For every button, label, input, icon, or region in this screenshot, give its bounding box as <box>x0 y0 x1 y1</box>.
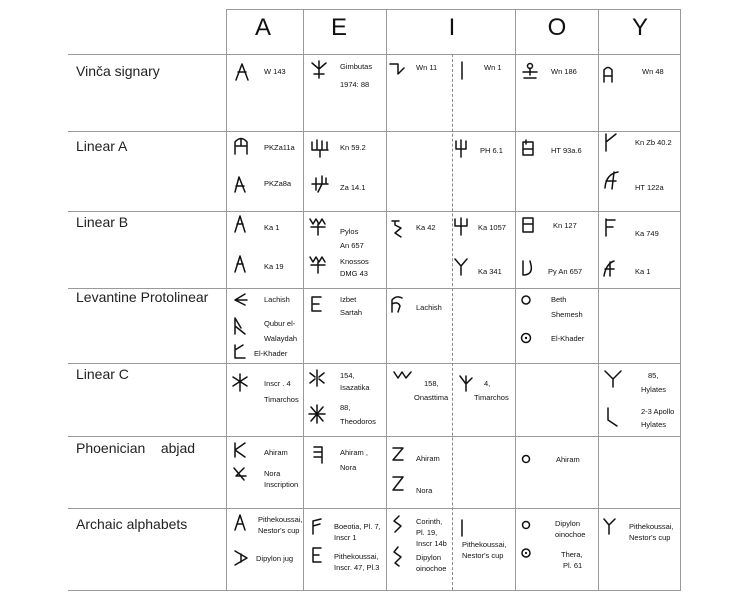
ref-label: Inscr . 4 <box>264 379 291 388</box>
glyph-archaic-i3 <box>454 518 474 538</box>
ref-label: 4, <box>484 379 491 388</box>
ref-label: Ka 42 <box>416 223 436 232</box>
ref-label: HT 93a.6 <box>551 146 582 155</box>
ref-label: Py An 657 <box>548 267 583 276</box>
glyph-archaic-o2 <box>518 543 538 563</box>
glyph-linearc-y1 <box>603 368 623 388</box>
glyph-linearc-e1 <box>307 368 327 388</box>
glyph-phoenician-o <box>518 450 538 470</box>
glyph-lineara-i <box>452 138 472 158</box>
ref-label: Wn 11 <box>416 63 438 72</box>
ref-label: Walaydah <box>264 334 298 343</box>
row-label-archaic: Archaic alphabets <box>76 516 188 532</box>
ref-label: Nora <box>416 486 433 495</box>
glyph-vinca-o <box>520 62 540 82</box>
glyph-linearb-a1 <box>231 214 251 234</box>
vowel-header-o: O <box>547 14 567 41</box>
ref-label: Wn 186 <box>551 67 577 76</box>
ref-label: Sartah <box>340 308 363 317</box>
ref-label: Wn 48 <box>642 67 664 76</box>
ref-label: Ka 749 <box>635 229 659 238</box>
ref-label: Nestor's cup <box>629 533 671 542</box>
ref-label: Pl. 19, <box>416 528 438 537</box>
grid-line <box>68 508 681 509</box>
vowel-header-a: A <box>254 14 271 41</box>
ref-label: PH 6.1 <box>480 146 503 155</box>
ref-label: Dipylon <box>555 519 581 528</box>
ref-label: Inscr 1 <box>334 533 357 542</box>
grid-line <box>303 9 304 591</box>
ref-label: Boeotia, Pl. 7, <box>334 522 381 531</box>
ref-label: Pithekoussai, <box>334 552 379 561</box>
glyph-linearb-o2 <box>518 258 538 278</box>
grid-line <box>68 590 681 591</box>
glyph-levantine-a3 <box>231 342 251 362</box>
vowel-header-y: Y <box>631 14 648 41</box>
glyph-archaic-a2 <box>231 548 251 568</box>
ref-label: PKZa8a <box>264 179 292 188</box>
ref-label: Onasttima <box>414 393 449 402</box>
glyph-levantine-i <box>388 294 408 314</box>
ref-label: Ahiram <box>264 448 288 457</box>
ref-label: An 657 <box>340 241 364 250</box>
ref-label: Knossos <box>340 257 369 266</box>
glyph-lineara-e2 <box>310 174 330 194</box>
row-label-linear-a: Linear A <box>76 138 128 154</box>
glyph-archaic-i1 <box>389 514 409 534</box>
glyph-phoenician-e <box>308 444 328 464</box>
glyph-levantine-o1 <box>518 290 538 310</box>
ref-label: Ka 1 <box>264 223 280 232</box>
ref-label: oinochoe <box>555 530 586 539</box>
glyph-linearb-y1 <box>600 217 620 237</box>
ref-label: oinochoe <box>416 564 447 573</box>
ref-label: 158, <box>424 379 439 388</box>
ref-label: Thera, <box>561 550 583 559</box>
glyph-linearc-a <box>230 372 250 392</box>
ref-label: Dipylon jug <box>256 554 294 563</box>
ref-label: Gimbutas <box>340 62 373 71</box>
ref-label: 154, <box>340 371 355 380</box>
glyph-phoenician-a2 <box>230 464 250 484</box>
grid-line <box>386 9 387 591</box>
ref-label: Pl. 61 <box>563 561 583 570</box>
row-label-linear-c: Linear C <box>76 366 129 382</box>
glyph-linearb-e2 <box>308 254 328 274</box>
glyph-levantine-o2 <box>518 328 538 348</box>
glyph-linearc-i1 <box>393 366 413 386</box>
glyph-linearc-i2 <box>456 372 476 392</box>
ref-label: Kn Zb 40.2 <box>635 138 672 147</box>
ref-label: Za 14.1 <box>340 183 366 192</box>
glyph-phoenician-i1 <box>389 444 409 464</box>
ref-label: 2-3 Apollo <box>641 407 675 416</box>
glyph-linearb-i3 <box>452 256 472 276</box>
ref-label: Lachish <box>416 303 442 312</box>
row-label-levantine: Levantine Protolinear <box>76 289 209 305</box>
glyph-lineara-y2 <box>602 170 622 190</box>
glyph-lineara-y1 <box>602 132 622 152</box>
vowel-header-e: E <box>330 14 347 41</box>
ref-label: Dipylon <box>416 553 442 562</box>
ref-label: Nora <box>264 469 281 478</box>
glyph-linearb-i2 <box>452 216 472 236</box>
glyph-linearb-i1 <box>389 218 409 238</box>
ref-label: W 143 <box>264 67 286 76</box>
glyph-archaic-a1 <box>231 512 251 532</box>
ref-label: Ahiram , <box>340 448 368 457</box>
ref-label: Inscr 14b <box>416 539 447 548</box>
ref-label: Theodoros <box>340 417 376 426</box>
glyph-phoenician-i2 <box>389 474 409 494</box>
grid-line <box>68 211 681 212</box>
glyph-lineara-e1 <box>310 138 330 158</box>
grid-line <box>68 131 681 132</box>
ref-label: Corinth, <box>416 517 443 526</box>
glyph-linearb-o1 <box>518 215 538 235</box>
glyph-vinca-y <box>600 64 620 84</box>
ref-label: Beth <box>551 295 567 304</box>
grid-line <box>68 54 681 55</box>
ref-label: Isazatika <box>340 383 370 392</box>
glyph-archaic-y <box>600 516 620 536</box>
ref-label: Ka 1057 <box>478 223 506 232</box>
glyph-lineara-a2 <box>231 174 251 194</box>
ref-label: Inscr. 47, Pl.3 <box>334 563 380 572</box>
glyph-lineara-o <box>518 138 538 158</box>
glyph-archaic-i2 <box>389 546 409 566</box>
glyph-linearc-y2 <box>603 406 623 426</box>
glyph-levantine-e <box>307 294 327 314</box>
glyph-linearc-e2 <box>307 404 327 424</box>
grid-line <box>226 9 227 591</box>
glyph-linearb-a2 <box>231 254 251 274</box>
ref-label: Pylos <box>340 227 359 236</box>
ref-label: Hylates <box>641 420 667 429</box>
grid-line <box>515 9 516 591</box>
ref-label: El-Khader <box>551 334 585 343</box>
ref-label: Ka 19 <box>264 262 284 271</box>
glyph-levantine-a1 <box>231 290 251 310</box>
ref-label: Hylates <box>641 385 667 394</box>
grid-line <box>68 363 681 364</box>
glyph-vinca-i1 <box>388 60 408 80</box>
ref-label: Pithekoussai, <box>629 522 674 531</box>
grid-line <box>226 9 681 10</box>
ref-label: Ahiram <box>556 455 580 464</box>
glyph-levantine-a2 <box>231 316 251 336</box>
row-label-linear-b: Linear B <box>76 214 129 230</box>
grid-line <box>598 9 599 591</box>
glyph-phoenician-a1 <box>230 440 250 460</box>
ref-label: DMG 43 <box>340 269 368 278</box>
grid-line <box>680 9 681 591</box>
ref-label: Kn 127 <box>553 221 577 230</box>
glyph-archaic-e2 <box>307 545 327 565</box>
glyph-vinca-i2 <box>454 60 474 80</box>
ref-label: Nora <box>340 463 357 472</box>
ref-label: Izbet <box>340 295 357 304</box>
ref-label: Qubur el- <box>264 319 296 328</box>
ref-label: Timarchos <box>264 395 299 404</box>
glyph-linearb-e1 <box>308 216 328 236</box>
glyph-vinca-a <box>232 62 252 82</box>
ref-label: Nestor's cup <box>258 526 300 535</box>
ref-label: Timarchos <box>474 393 509 402</box>
ref-label: PKZa11a <box>264 143 295 152</box>
vowel-header-i: I <box>448 14 456 41</box>
glyph-linearb-y2 <box>600 258 620 278</box>
glyph-vinca-e <box>309 60 329 80</box>
grid-divider-dashed <box>452 54 453 590</box>
glyph-lineara-a1 <box>231 136 251 156</box>
ref-label: Nestor's cup <box>462 551 504 560</box>
ref-label: Ahiram <box>416 454 440 463</box>
row-label-phoenician: Phoenician abjad <box>76 440 196 456</box>
ref-label: Lachish <box>264 295 290 304</box>
grid-line <box>68 436 681 437</box>
ref-label: 85, <box>648 371 659 380</box>
ref-label: El-Khader <box>254 349 288 358</box>
ref-label: Wn 1 <box>484 63 502 72</box>
ref-label: Shemesh <box>551 310 583 319</box>
glyph-archaic-e1 <box>307 516 327 536</box>
ref-label: Kn 59.2 <box>340 143 366 152</box>
ref-label: 1974: 88 <box>340 80 370 89</box>
ref-label: Pithekoussai, <box>462 540 507 549</box>
ref-label: HT 122a <box>635 183 664 192</box>
ref-label: Inscription <box>264 480 299 489</box>
row-label-vinca: Vinča signary <box>76 63 160 79</box>
ref-label: 88, <box>340 403 351 412</box>
ref-label: Ka 341 <box>478 267 502 276</box>
ref-label: Pithekoussai, <box>258 515 303 524</box>
glyph-archaic-o1 <box>518 515 538 535</box>
ref-label: Ka 1 <box>635 267 651 276</box>
